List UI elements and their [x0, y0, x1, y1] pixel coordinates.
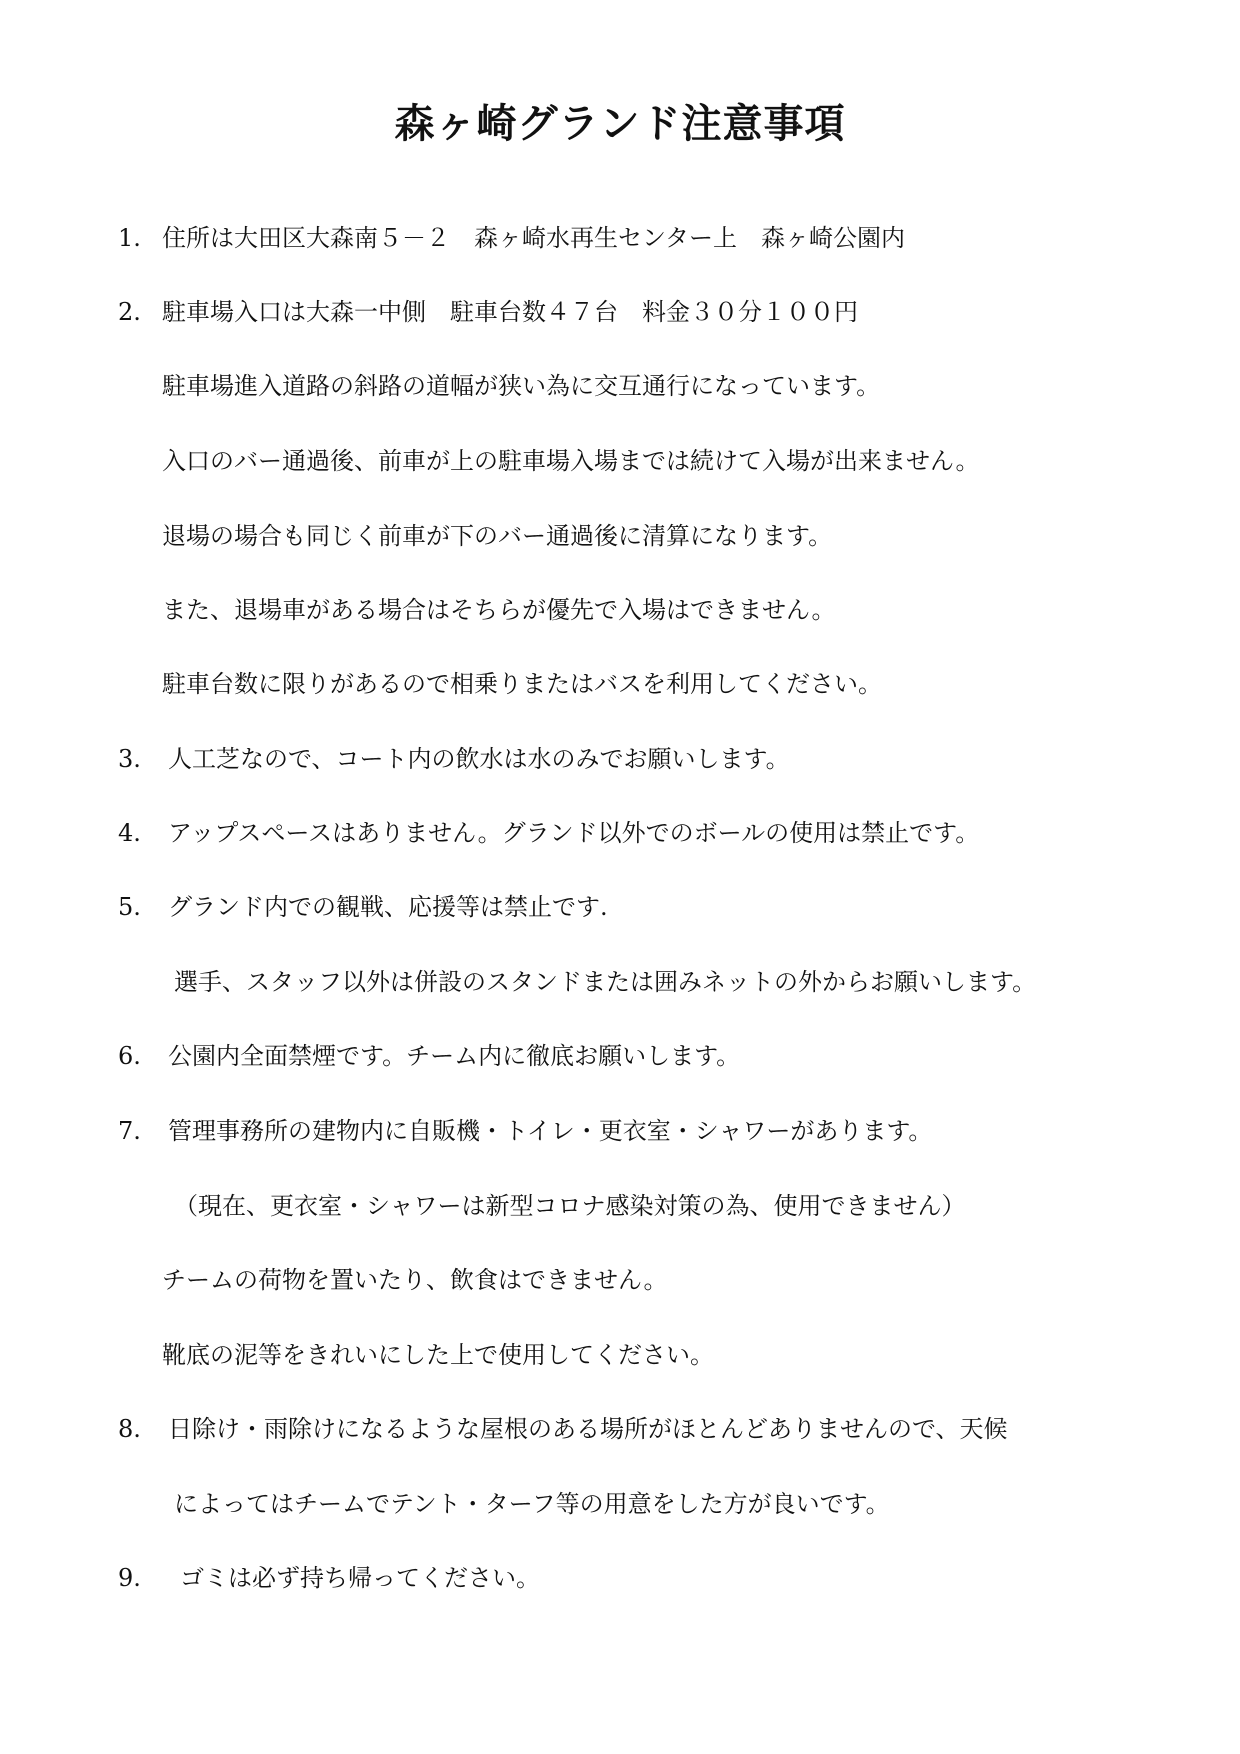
item-text: 選手、スタッフ以外は併設のスタンドまたは囲みネットの外からお願いします。 [174, 968, 1037, 996]
item-number: 6. [118, 1042, 141, 1070]
item-number: 9. [118, 1564, 141, 1592]
item-text: 日除け・雨除けになるような屋根のある場所がほとんどありませんので、天候 [168, 1415, 1008, 1443]
item-text: チームの荷物を置いたり、飲食はできません。 [162, 1266, 668, 1294]
item-number: 5. [118, 893, 141, 921]
item-text: アップスペースはありません。グランド以外でのボールの使用は禁止です。 [168, 819, 980, 847]
item-text: 駐車台数に限りがあるので相乗りまたはバスを利用してください。 [162, 670, 882, 698]
item-number: 7. [118, 1117, 141, 1145]
item-number: 2. [118, 298, 141, 326]
item-text: 人工芝なので、コート内の飲水は水のみでお願いします。 [168, 745, 790, 773]
item-text: によってはチームでテント・ターフ等の用意をした方が良いです。 [174, 1490, 890, 1518]
item-text: 駐車場進入道路の斜路の道幅が狭い為に交互通行になっています。 [162, 372, 881, 400]
item-text: 入口のバー通過後、前車が上の駐車場入場までは続けて入場が出来ません。 [162, 447, 980, 475]
item-number: 1. [118, 224, 141, 252]
item-text: 駐車場入口は大森一中側 駐車台数４７台 料金３０分１００円 [162, 298, 858, 326]
item-text: グランド内での観戦、応援等は禁止です. [168, 893, 608, 921]
item-text: 公園内全面禁煙です。チーム内に徹底お願いします。 [168, 1042, 741, 1070]
item-text: 退場の場合も同じく前車が下のバー通過後に清算になります。 [162, 522, 833, 550]
item-number: 8. [118, 1415, 141, 1443]
item-text: （現在、更衣室・シャワーは新型コロナ感染対策の為、使用できません） [174, 1192, 966, 1220]
item-text: また、退場車がある場合はそちらが優先で入場はできません。 [162, 596, 836, 624]
document-title: 森ヶ崎グランド注意事項 [394, 101, 846, 147]
item-number: 3. [118, 745, 141, 773]
item-text: ゴミは必ず持ち帰ってください。 [180, 1564, 540, 1592]
item-text: 住所は大田区大森南５－２ 森ヶ崎水再生センター上 森ヶ崎公園内 [162, 224, 906, 252]
item-text: 管理事務所の建物内に自販機・トイレ・更衣室・シャワーがあります。 [168, 1117, 933, 1145]
item-text: 靴底の泥等をきれいにした上で使用してください。 [162, 1341, 714, 1369]
item-number: 4. [118, 819, 141, 847]
